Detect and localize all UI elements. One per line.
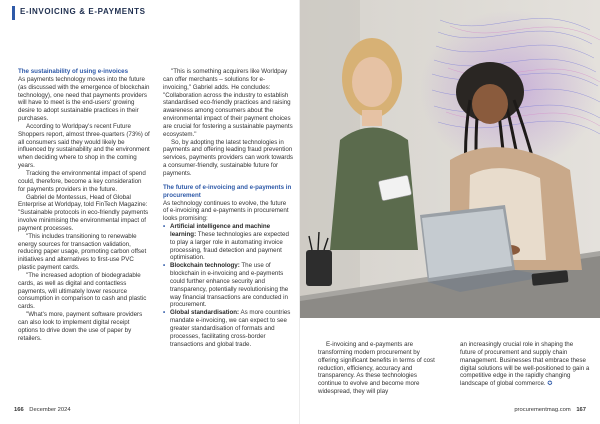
page-number: 167 [576, 407, 586, 413]
bullet-title: Blockchain technology: [170, 262, 240, 270]
header-accent-line [12, 6, 15, 20]
photo-illustration [300, 0, 600, 318]
left-column-2 [163, 68, 293, 349]
bullet-blockchain [163, 262, 293, 309]
sustainability-heading: The sustainability of using e-invoices [18, 68, 129, 75]
paragraph: "This is something acquirers like Worldpay can offer merchants – solutions for e-invoicing," Gabriel adds. He concludes: "Collaboration across the industry to establish standardised eco-friendly practices and raising awareness among consumers about the environmental impact of their payment choices are crucial for fostering a sustainable payments ecosystem." [163, 68, 293, 138]
left-column-1 [18, 68, 150, 343]
bullet-ai [163, 223, 293, 262]
end-mark-icon: ✪ [547, 380, 553, 388]
bullet-text: As more countries mandate e-invoicing, we can expect to see greater standardisation of formats and processes, facilitating cross-border transactions and global trade. [170, 309, 291, 348]
right-footer [514, 407, 586, 413]
paragraph: As technology continues to evolve, the future of e-invoicing and e-payments in procurement looks promising: [163, 199, 289, 223]
paragraph: According to Worldpay's recent Future Shoppers report, almost three-quarters (73%) of all consumers said they would likely be influenced by sustainability and the environment when deciding where to shop in the coming years. [18, 122, 150, 170]
paragraph: As payments technology moves into the future (as discussed with the emergence of blockchain technology), one need that payments providers will have to meet is the end-users' growing desire to adopt sustainable practices in their purchases. [18, 75, 150, 123]
paragraph [460, 341, 590, 388]
page-number: 166 [14, 407, 24, 413]
paragraph: "This includes transitioning to renewable energy sources for transaction validation, reducing paper usage, promoting carbon offset initiatives and alternatives to first-use PVC plastic payment cards. [18, 232, 147, 272]
bullet-text: The use of blockchain in e-invoicing and e-payments could further enhance security and transparency, potentially revolutionising the way financial transactions are conducted in procurement. [170, 262, 289, 309]
paragraph: So, by adopting the latest technologies in payments and offering leading fraud prevention services, payments providers can work towards a consumer-friendly, sustainable future for payments. [163, 138, 293, 177]
right-column-1 [318, 341, 442, 396]
bullet-title: Global standardisation: [170, 309, 240, 317]
paragraph: Gabriel de Montessus, Head of Global Enterprise at Worldpay, told FinTech Magazine: "Sustainable protocols in eco-friendly payments involve minimising the environmental impact of payment processes. [18, 193, 149, 232]
paragraph-text: an increasingly crucial role in shaping the future of procurement and supply chain management. Businesses that embrace these digital solutions will be well-positioned to gain a competitive edge in the rapidly changing landscape of global commerce. [460, 341, 590, 388]
section-header [0, 0, 300, 26]
paragraph: Tracking the environmental impact of spend could, therefore, become a key consideration for payments providers in the future. [18, 169, 146, 193]
bullet-title: Artificial intelligence and machine learning: [170, 223, 271, 238]
bullet-standardisation [163, 309, 293, 348]
future-heading: The future of e-invoicing and e-payments in procurement [163, 183, 292, 199]
right-page [300, 0, 600, 424]
paragraph: E-invoicing and e-payments are transforming modern procurement by offering significant benefits in terms of cost reduction, efficiency, accuracy and transparency. As these technologies continue to evolve and become more widespread, they will play [318, 341, 435, 396]
right-column-2 [460, 341, 590, 388]
issue-date: December 2024 [29, 407, 71, 413]
site-url: procurementmag.com [514, 407, 571, 413]
paragraph: "What's more, payment software providers can also look to implement digital receipt options to drive down the use of paper by retailers. [18, 311, 143, 342]
hero-photo [300, 0, 600, 318]
paragraph: "The increased adoption of biodegradable cards, as well as digital and contactless payments, will ultimately lower resource consumption in comparison to cash and plastic cards. [18, 271, 147, 311]
bullet-text: These technologies are expected to play a larger role in automating invoice processing, fraud detection and payment optimisation. [170, 230, 289, 262]
left-footer [14, 407, 71, 413]
section-title: E-INVOICING & E-PAYMENTS [20, 7, 146, 16]
